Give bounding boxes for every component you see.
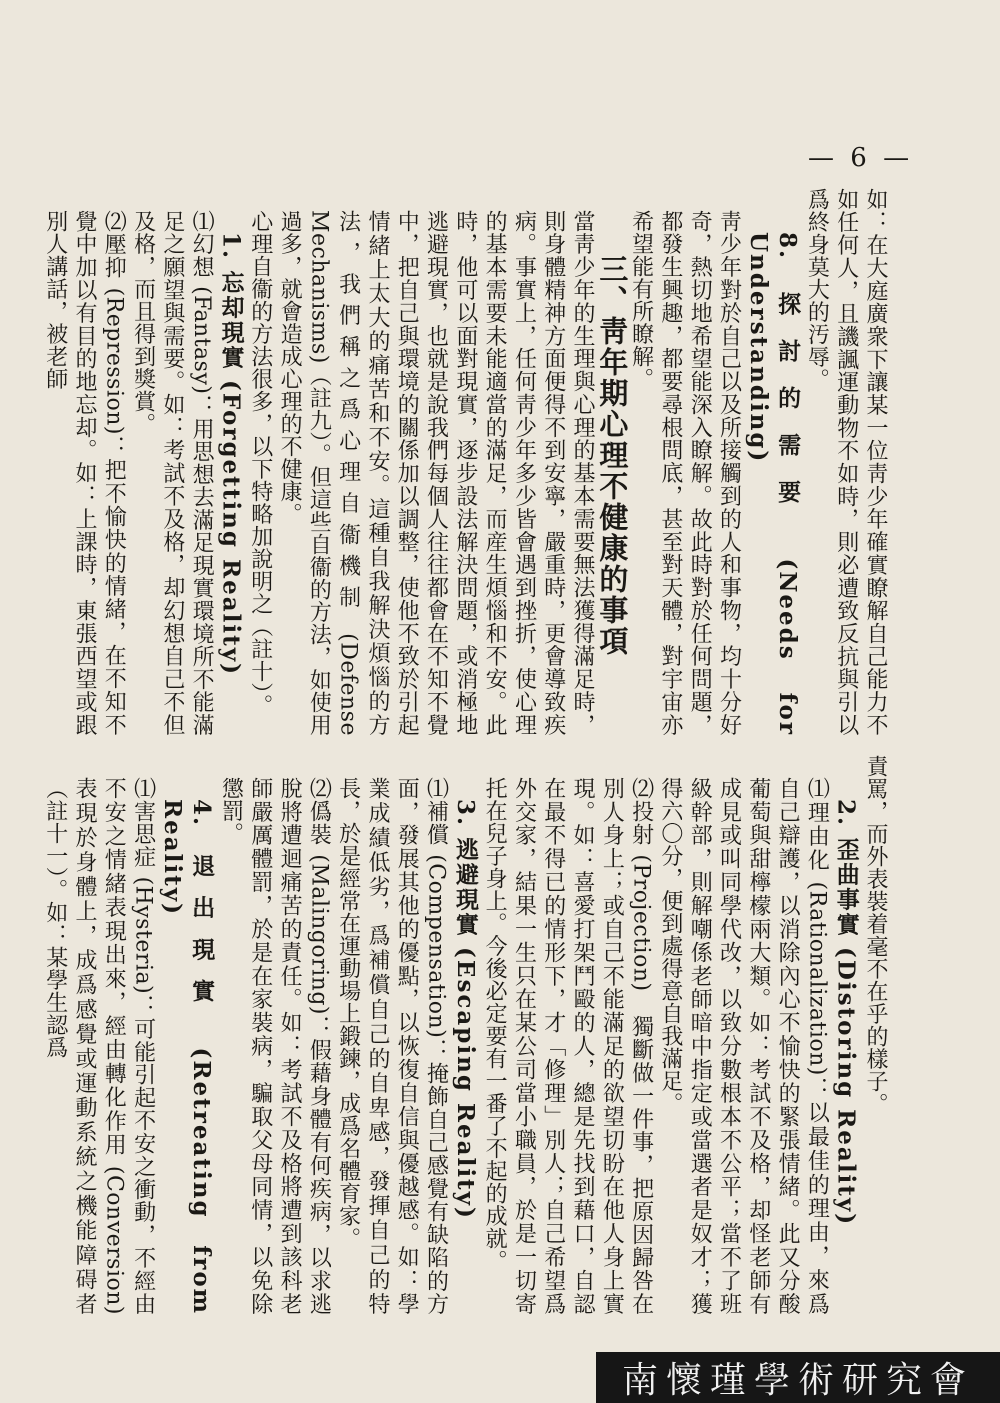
upper-text-block bbox=[42, 188, 890, 736]
paragraph: ⑵投射 (Projection) 獨斷做一件事，把原因歸咎在別人身上；或自己不能滿足的欲望切盼在他人身上實現。如：喜愛打架鬥毆的人，總是先找到藉口，自認在最不得已的情形下，才「修理」別人；自己希望爲外交家，結果一生只在某公司當小職員，於是一切寄托在兒子身上。今後必定要有一番了不起的成就。 bbox=[482, 777, 654, 1315]
paragraph: ⑴理由化 (Rationalization)：以最佳的理由，來爲自己辯護，以消除內心不愉快的緊張情緒。此又分酸葡萄與甜檸檬兩大類。如：考試不及格，却怪老師有成見或叫同學代改，以致分數根本不公平；當不了班級幹部，則解嘲係老師暗中指定或當選者是奴才；獲得六〇分，便到處得意自我滿足。 bbox=[657, 777, 830, 1315]
page-number: — 6 — bbox=[808, 143, 914, 173]
paragraph: ⑵壓抑 (Repression)：把不愉快的情緒，在不知不覺中加以有目的地忘却。如：上課時，東張西望或跟別人講話，被老師 bbox=[42, 210, 127, 736]
subheading-escaping-reality: 3. 逃避現實 (Escaping Reality) bbox=[451, 799, 479, 1220]
section-heading: 三、靑年期心理不健康的事項 bbox=[595, 254, 630, 657]
paragraph: 當靑少年的生理與心理的基本需要無法獲得滿足時，則身體精神方面便得不到安寧，嚴重時，更會導致疾病。事實上，任何靑少年多少皆會遇到挫折，使心理的基本需要未能適當的滿足，而産生煩惱和不安。此時，他可以面對現實，逐步設法解決問題，或消極地逃避現實，也就是說我們每個人往往都會在不知不覺中，把自己與環境的關係加以調整，使他不致於引起情緒上太大的痛苦和不安。這種自我解決煩惱的方法，我們稱之爲心理自衞機制 (Defense Mechanisms)（註九）。但這些自衞的方法，如使用過多，就會造成心理的不健康。 bbox=[277, 210, 596, 736]
subheading-forgetting-reality: 1. 忘却現實 (Forgetting Reality) bbox=[217, 232, 245, 676]
paragraph: 責罵，而外表裝着毫不在乎的樣子。 bbox=[863, 755, 888, 1115]
publisher-watermark: 南懷瑾學術研究會 bbox=[596, 1352, 1000, 1403]
paragraph: ⑴補償 (Compensation)：掩飾自己感覺有缺陷的方面，發展其他的優點，以恢復自信與優越感。如：學業成績低劣，爲補償自己的自卑感，發揮自己的特長，於是經常在運動場上鍛鍊，成爲名體育家。 bbox=[335, 777, 449, 1315]
subheading-retreating-reality: 4. 退出現實 (Retreating from Reality) bbox=[158, 799, 216, 1315]
paragraph: 靑少年對於自己以及所接觸到的人和事物，均十分好奇，熱切地希望能深入瞭解。故此時對於任何問題，都發生興趣，都要尋根問底，甚至對天體，對宇宙亦希望能有所瞭解。 bbox=[628, 210, 742, 736]
paragraph: ⑴害思症 (Hysteria)：可能引起不安之衝動，不經由不安之情緒表現出來，經由轉化作用 (Conversion)表現於身體上，成爲感覺或運動系統之機能障碍者（註十一）。如：某學生認爲 bbox=[42, 777, 156, 1315]
paragraph: 心理自衞的方法很多，以下特略加說明之（註十）。 bbox=[247, 210, 273, 717]
lower-text-block bbox=[42, 755, 890, 1315]
subheading-distorting-reality: 2. 歪曲事實 (Distoring Reality) bbox=[832, 799, 860, 1227]
paragraph: 如：在大庭廣衆下讓某一位靑少年確實瞭解自己能力不如任何人，且譏諷運動物不如時，則必遭致反抗與引以爲終身莫大的汚辱。 bbox=[804, 188, 888, 736]
paragraph: ⑵僞裝 (Malingoring)：假藉身體有何疾病，以求逃脫將遭迴痛苦的責任。如：考試不及格將遭到該科老師嚴厲體罰，於是在家裝病，騙取父母同情，以免除懲罰。 bbox=[218, 777, 332, 1315]
subheading-understanding: 8. 探討的需要 (Needs for Understanding) bbox=[744, 232, 802, 736]
paragraph: ⑴幻想 (Fantasy)：用思想去滿足現實環境所不能滿足之願望與需要。如：考試不及格，却幻想自己不但及格，而且得到獎賞。 bbox=[130, 210, 215, 736]
